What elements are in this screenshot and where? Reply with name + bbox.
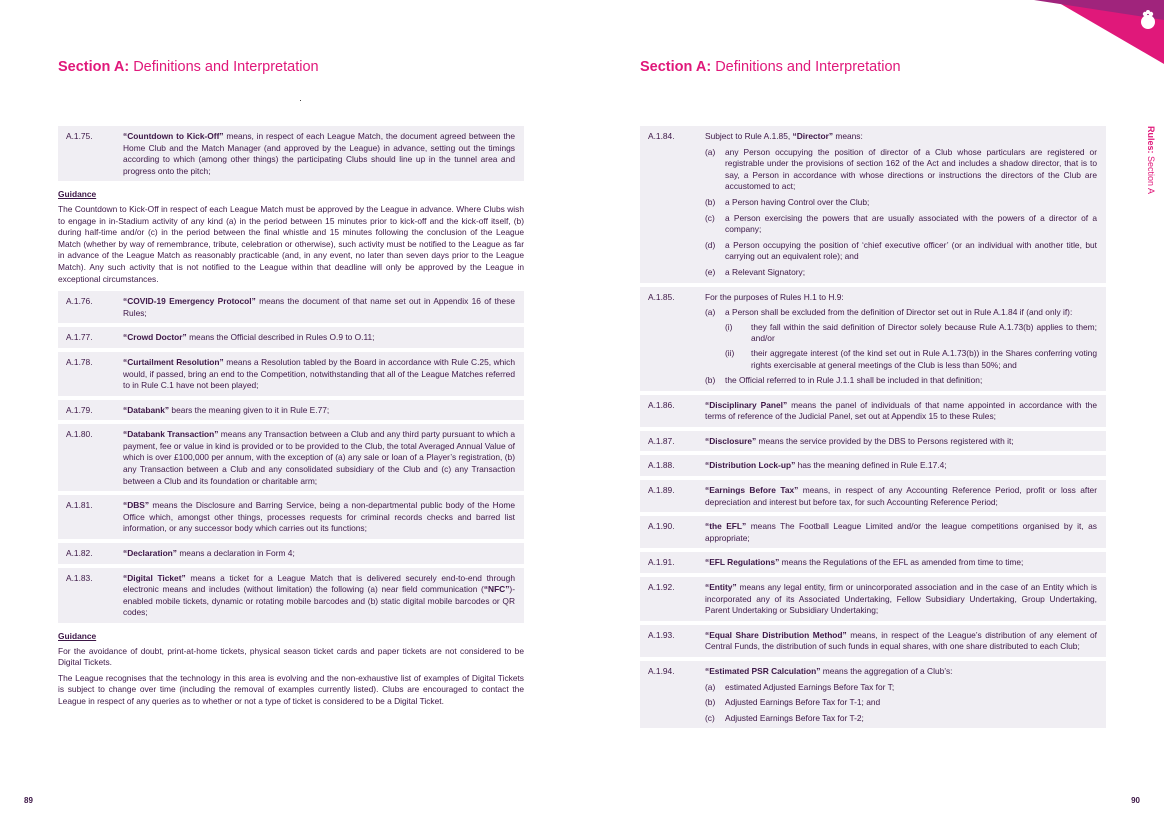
rule-term: “Crowd Doctor” <box>123 332 187 343</box>
rule-a187 <box>640 431 1106 452</box>
rule-number: A.1.87. <box>648 435 675 446</box>
side-tab-bold: Rules: <box>1146 126 1156 154</box>
rule-a194 <box>640 661 1106 728</box>
rule-term: “Distribution Lock-up” <box>705 460 796 471</box>
rule-term: “the EFL” <box>705 521 747 532</box>
rule-text: means, in respect of each League Match, the document agreed between the Home Club and the Match Manager (and approved by the League) in advance, setting out the timings according to which (among other things) the participating Clubs should line up in the tunnel area and progress onto the pitch; <box>123 131 515 176</box>
page-number: 89 <box>24 796 33 805</box>
rule-number: A.1.81. <box>66 500 93 511</box>
rule-number: A.1.91. <box>648 557 675 568</box>
rule-a192 <box>640 577 1106 621</box>
rule-number: A.1.89. <box>648 485 675 496</box>
rule-text: bears the meaning given to it in Rule E.77; <box>169 404 330 415</box>
rule-term: “Entity” <box>705 582 737 593</box>
rule-number: A.1.77. <box>66 332 93 343</box>
side-tab-rest: Section A <box>1146 153 1156 195</box>
title-rest: Definitions and Interpretation <box>129 59 319 75</box>
rule-a193 <box>640 625 1106 657</box>
rule-intro: For the purposes of Rules H.1 to H.9: <box>705 291 844 302</box>
rule-a182 <box>58 543 524 564</box>
corner-decoration <box>1014 0 1164 64</box>
rule-term: “Earnings Before Tax” <box>705 485 799 496</box>
guidance-heading: Guidance <box>58 631 97 641</box>
rule-text: means the Regulations of the EFL as amended from time to time; <box>779 557 1024 568</box>
rule-text: means the aggregation of a Club’s: <box>820 666 953 676</box>
page-title <box>58 59 319 75</box>
rule-a175 <box>58 126 524 181</box>
rule-a178 <box>58 352 524 396</box>
side-section-tab <box>1148 126 1164 216</box>
rule-item: (d) a Person occupying the position of ‘chief executive officer’ (or an individual with another title, but carrying out an equivalent role); and <box>705 239 1097 262</box>
rule-term: “Databank” <box>123 404 170 415</box>
right-content <box>640 126 1106 732</box>
rule-term: “Declaration” <box>123 548 177 559</box>
rule-a179 <box>58 400 524 421</box>
rule-text: means a Resolution tabled by the Board in accordance with Rule C.25, which would, if passed, bring an end to the Competition, notwithstanding that all of the League Matches referred to in Rule C.1 have not been played; <box>123 356 515 391</box>
rule-a189 <box>640 480 1106 512</box>
rule-item: (b) Adjusted Earnings Before Tax for T-1; and <box>705 697 881 708</box>
rule-number: A.1.84. <box>648 131 675 141</box>
rule-a184 <box>640 126 1106 283</box>
rule-term: “Countdown to Kick-Off” <box>123 131 224 141</box>
rule-number: A.1.75. <box>66 131 93 141</box>
rule-number: A.1.79. <box>66 404 93 415</box>
page-title <box>640 59 901 75</box>
left-content <box>58 126 524 712</box>
rule-term: “EFL Regulations” <box>705 557 780 568</box>
rule-number: A.1.93. <box>648 629 675 640</box>
rule-text: has the meaning defined in Rule E.17.4; <box>795 460 947 471</box>
rule-item: (a) estimated Adjusted Earnings Before Tax for T; <box>705 681 895 692</box>
rule-intro-end: means: <box>833 131 863 141</box>
rule-number: A.1.83. <box>66 572 93 583</box>
rule-item: (c) Adjusted Earnings Before Tax for T-2; <box>705 712 864 723</box>
rule-a177 <box>58 327 524 348</box>
rule-term: “Estimated PSR Calculation” <box>705 666 821 676</box>
rule-text: means The Football League Limited and/or the league competitions organised by it, as appropriate; <box>705 521 1097 543</box>
rule-a185 <box>640 287 1106 391</box>
guidance-text: For the avoidance of doubt, print-at-home tickets, physical season ticket cards and paper tickets are not considered to be Digital Tickets. <box>58 645 524 668</box>
rule-number: A.1.78. <box>66 356 93 367</box>
rule-a190 <box>640 516 1106 548</box>
rule-term-nfc: “NFC” <box>483 584 510 595</box>
rule-text: means a declaration in Form 4; <box>177 548 295 559</box>
stray-dot <box>300 100 301 101</box>
rule-number: A.1.88. <box>648 460 675 471</box>
rule-a181 <box>58 495 524 539</box>
rule-a188 <box>640 455 1106 476</box>
rule-number: A.1.80. <box>66 429 93 440</box>
rule-term: “Director” <box>792 131 834 141</box>
rule-number: A.1.90. <box>648 521 675 532</box>
rule-term: “Equal Share Distribution Method” <box>705 629 847 640</box>
rule-subitem: (ii) their aggregate interest (of the kind set out in Rule A.1.73(b)) in the Shares conferring voting rights exercisable at general meetings of the Club is less than 50%; and <box>725 347 1097 370</box>
page-number: 90 <box>1131 796 1140 805</box>
rule-number: A.1.82. <box>66 548 93 559</box>
rule-a191 <box>640 552 1106 573</box>
rule-number: A.1.94. <box>648 666 675 676</box>
rule-text: means the panel of individuals of that name appointed in accordance with the terms of reference of the Judicial Panel, set out at Appendix 15 to these Rules; <box>705 399 1097 422</box>
rule-text: means, in respect of any Accounting Reference Period, profit or loss after depreciation and interest but before tax, for such Accounting Reference Period; <box>705 485 1097 507</box>
rule-text: means the Official described in Rules O.9 to O.11; <box>186 332 375 343</box>
guidance-text: The Countdown to Kick-Off in respect of each League Match must be approved by the League in advance. Where Clubs wish to engage in in-Stadium activity of any kind (a) in the period between 15 minutes prior to kick-off and the kick-off itself, (b) during half-time and/or (c) in the period between the final whistle and 15 minutes following the conclusion of the League Match (whether by way of remembrance, tribute, celebration or otherwise), such activity must be notified to the League as far in advance of the League Match as reasonably practicable (and, in any event, no later than seven days prior to the League Match). Any such activity that is not notified to the League within that deadline will only be approved by the League in exceptional circumstances. <box>58 203 524 284</box>
rule-a176 <box>58 291 524 323</box>
rule-term: “Disclosure” <box>705 435 757 446</box>
rule-text: means, in respect of the League’s distribution of any element of Central Funds, the distribution of such funds in equal shares, with one share distributed to each Club; <box>705 629 1097 652</box>
rule-term: “COVID-19 Emergency Protocol” <box>123 296 256 307</box>
rule-term: “Digital Ticket” <box>123 572 186 583</box>
rule-item: (c) a Person exercising the powers that are usually associated with the powers of a director of a company; <box>705 212 1097 235</box>
rule-text: )-enabled mobile tickets, dynamic or rotating mobile barcodes and (b) static digital mobile barcodes or QR codes; <box>123 584 515 618</box>
title-rest: Definitions and Interpretation <box>711 59 901 75</box>
rule-term: “Disciplinary Panel” <box>705 399 788 410</box>
title-bold: Section A: <box>58 59 130 75</box>
rule-item: (e) a Relevant Signatory; <box>705 266 806 277</box>
rule-term: “Curtailment Resolution” <box>123 356 224 367</box>
rule-text: means the document of that name set out in Appendix 16 of these Rules; <box>123 296 516 318</box>
rule-a180 <box>58 424 524 491</box>
rule-term: “DBS” <box>123 500 150 511</box>
rule-text: means any legal entity, firm or unincorporated association and in the case of an Entity which is incorporated any of its Associated Undertaking, Fellow Subsidiary Undertaking, Group Undertaking, Parent Undertaking or Subsidiary Undertaking; <box>705 582 1097 616</box>
rule-item: (b) a Person having Control over the Club; <box>705 196 870 207</box>
title-bold: Section A: <box>640 59 712 75</box>
rule-item: (a) a Person shall be excluded from the definition of Director set out in Rule A.1.84 if (and only if): <box>705 307 1073 318</box>
rule-a183 <box>58 568 524 623</box>
rule-text: means a ticket for a League Match that is delivered securely end-to-end through electronic means and includes (without limitation) the following (a) near field communication ( <box>123 572 515 595</box>
rule-a186 <box>640 395 1106 427</box>
guidance-text: The League recognises that the technology in this area is evolving and the non-exhaustive list of examples of Digital Tickets is subject to change over time (including the removal of examples currently listed). Clubs are encouraged to contact the League in respect of any queries as to whether or not a type of ticket is considered to be a Digital Ticket. <box>58 672 524 706</box>
rule-intro: Subject to Rule A.1.85, <box>705 131 793 141</box>
rule-text: means any Transaction between a Club and any third party pursuant to which a payment, fee or value in kind is provided or to be provided to the Club, the total Averaged Annual Value of which is over £100,000 per annum, with the exception of (a) any sale or loan of a Player’s registration, (b) any Transaction between a Club and any consolidated subsidiary of the Club and (c) any Transaction between a Club and its foundation or charitable arm; <box>123 429 515 486</box>
rule-subitem: (i) they fall within the said definition of Director solely because Rule A.1.73(b) applies to them; and/or <box>725 321 1097 344</box>
right-page <box>582 0 1164 825</box>
rule-number: A.1.86. <box>648 399 675 410</box>
rule-text: means the service provided by the DBS to Persons registered with it; <box>756 435 1014 446</box>
rule-term: “Databank Transaction” <box>123 429 219 440</box>
rule-number: A.1.92. <box>648 582 675 593</box>
rule-number: A.1.76. <box>66 296 93 307</box>
rule-number: A.1.85. <box>648 291 675 302</box>
rule-item: (a) any Person occupying the position of director of a Club whose particulars are registered or registrable under the provisions of section 162 of the Act and includes a shadow director, that is to say, a Person in accordance with whose directions or instructions the directors of the Club are accustomed to act; <box>705 146 1097 192</box>
rule-text: means the Disclosure and Barring Service, being a non-departmental public body of the Home Office which, amongst other things, processes requests for criminal records checks and barred list information, or any successor body which carries out its functions; <box>123 500 515 534</box>
guidance-heading: Guidance <box>58 189 97 200</box>
rule-item: (b) the Official referred to in Rule J.1.1 shall be included in that definition; <box>705 375 983 386</box>
